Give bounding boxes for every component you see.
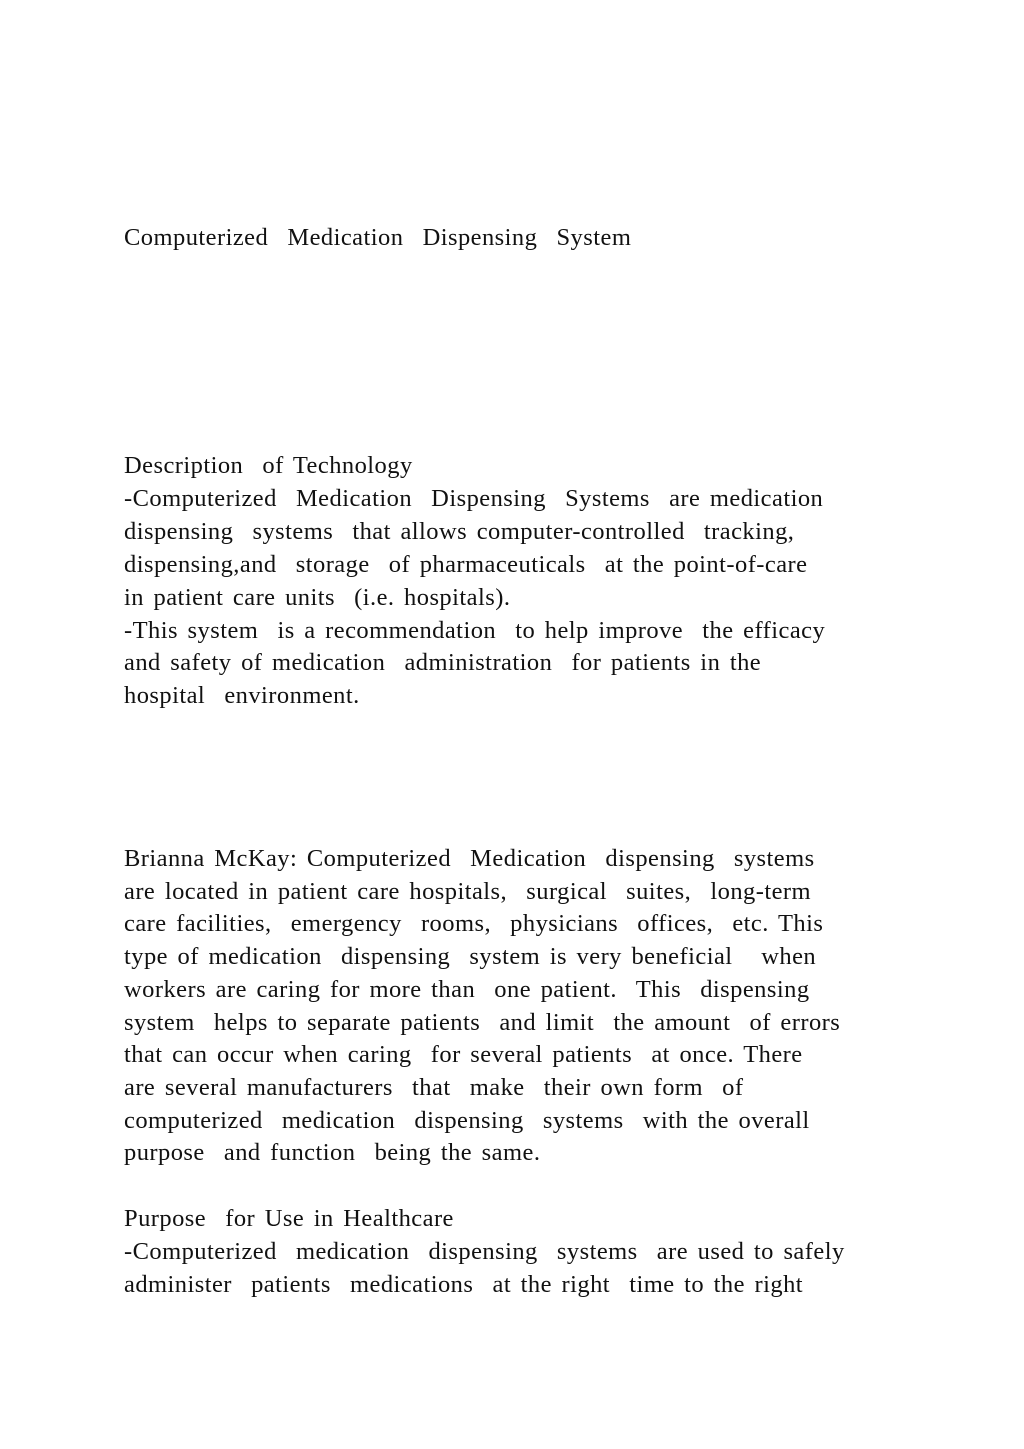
post-line: system helps to separate patients and limit the amount of errors (124, 1009, 841, 1036)
post-line: that can occur when caring for several patients at once. There (124, 1041, 803, 1068)
description-heading: Description of Technology (124, 452, 413, 479)
post-line: care facilities, emergency rooms, physicians offices, etc. This (124, 910, 824, 937)
description-line: hospital environment. (124, 682, 360, 709)
post-line: computerized medication dispensing systems with the overall (124, 1107, 810, 1134)
post-line: type of medication dispensing system is very beneficial when (124, 943, 817, 970)
description-line: in patient care units (i.e. hospitals). (124, 584, 511, 611)
post-line: are several manufacturers that make their own form of (124, 1074, 744, 1101)
post-line: workers are caring for more than one patient. This dispensing (124, 976, 810, 1003)
post-line: Brianna McKay: Computerized Medication dispensing systems (124, 845, 815, 872)
post-line: purpose and function being the same. (124, 1139, 541, 1166)
purpose-heading: Purpose for Use in Healthcare (124, 1205, 454, 1232)
purpose-line: administer patients medications at the right time to the right (124, 1271, 804, 1298)
document-title: Computerized Medication Dispensing System (124, 224, 632, 251)
description-line: -Computerized Medication Dispensing Systems are medication (124, 485, 824, 512)
purpose-line: -Computerized medication dispensing systems are used to safely (124, 1238, 845, 1265)
description-line: dispensing,and storage of pharmaceuticals at the point-of-care (124, 551, 808, 578)
description-line: dispensing systems that allows computer-controlled tracking, (124, 518, 795, 545)
description-line: -This system is a recommendation to help improve the efficacy (124, 617, 826, 644)
description-line: and safety of medication administration for patients in the (124, 649, 762, 676)
post-line: are located in patient care hospitals, surgical suites, long-term (124, 878, 812, 905)
